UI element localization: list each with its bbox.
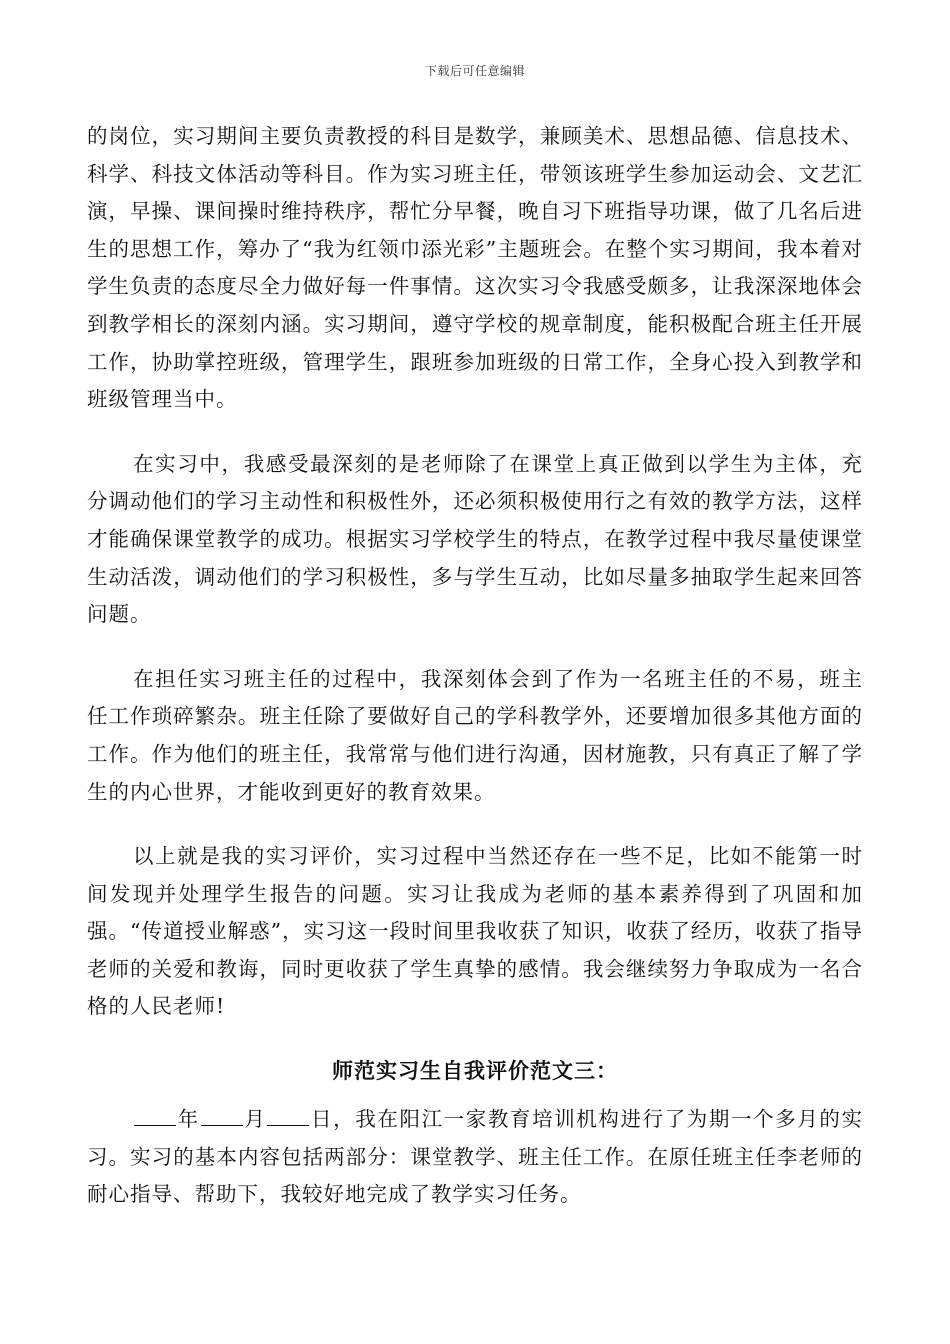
paragraph-1: 的岗位，实习期间主要负责教授的科目是数学，兼顾美术、思想品德、信息技术、科学、科技文体活动等科目。作为实习班主任，带领该班学生参加运动会、文艺汇演，早操、课间操时维持秩序，帮忙分早餐，晚自习下班指导功课，做了几名后进生的思想工作，筹办了“我为红领巾添光彩”主题班会。在整个实习期间，我本着对学生负责的态度尽全力做好每一件事情。这次实习令我感受颇多，让我深深地体会到教学相长的深刻内涵。实习期间，遵守学校的规章制度，能积极配合班主任开展工作，协助掌控班级，管理学生，跟班参加班级的日常工作，全身心投入到教学和班级管理当中。 bbox=[87, 124, 863, 412]
year-label: 年 bbox=[177, 1107, 200, 1132]
year-blank bbox=[134, 1124, 176, 1126]
paragraph-5 bbox=[87, 1101, 863, 1214]
page-header: 下载后可任意编辑 bbox=[424, 64, 525, 78]
section-title: 师范实习生自我评价范文三： bbox=[332, 1058, 618, 1084]
paragraph-5-text: ，我在阳江一家教育培训机构进行了为期一个多月的实习。实习的基本内容包括两部分：课堂教学、班主任工作。在原任班主任李老师的耐心指导、帮助下，我较好地完成了教学实习任务。 bbox=[87, 1107, 864, 1207]
document-body bbox=[87, 118, 863, 1214]
day-label: 日 bbox=[310, 1107, 334, 1132]
paragraph-3: 在担任实习班主任的过程中，我深刻体会到了作为一名班主任的不易，班主任工作琐碎繁杂。班主任除了要做好自己的学科教学外，还要增加很多其他方面的工作。作为他们的班主任，我常常与他们进行沟通，因材施教，只有真正了解了学生的内心世界，才能收到更好的教育效果。 bbox=[87, 666, 863, 804]
month-label: 月 bbox=[243, 1107, 267, 1132]
month-blank bbox=[201, 1124, 243, 1126]
day-blank bbox=[267, 1124, 309, 1126]
paragraph-4: 以上就是我的实习评价，实习过程中当然还存在一些不足，比如不能第一时间发现并处理学生报告的问题。实习让我成为老师的基本素养得到了巩固和加强。“传道授业解惑”，实习这一段时间里我收获了知识，收获了经历，收获了指导老师的关爱和教诲，同时更收获了学生真挚的感情。我会继续努力争取成为一名合格的人民老师! bbox=[87, 844, 863, 1019]
paragraph-2: 在实习中，我感受最深刻的是老师除了在课堂上真正做到以学生为主体，充分调动他们的学习主动性和积极性外，还必须积极使用行之有效的教学方法，这样才能确保课堂教学的成功。根据实习学校学生的特点，在教学过程中我尽量使课堂生动活泼，调动他们的学习积极性，多与学生互动，比如尽量多抽取学生起来回答问题。 bbox=[87, 451, 863, 627]
